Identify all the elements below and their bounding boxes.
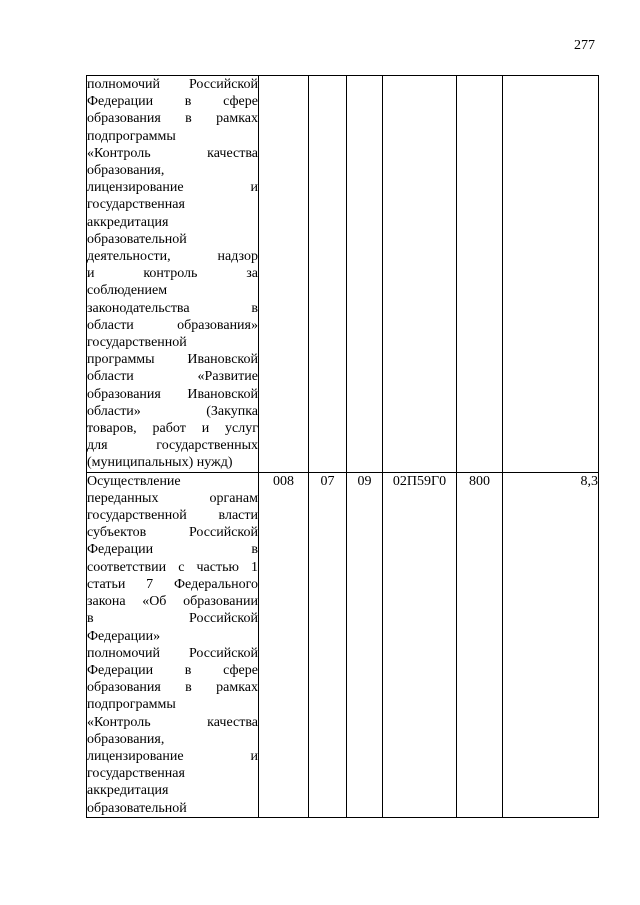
description-line: государственная bbox=[87, 766, 185, 782]
description-line: субъектов Российской bbox=[87, 525, 258, 541]
description-line: образования, bbox=[87, 163, 165, 179]
subsection-code-cell bbox=[347, 76, 383, 473]
description-line: «Контроль качества bbox=[87, 145, 258, 161]
subsection-code-cell: 09 bbox=[347, 472, 383, 817]
description-line: образования в рамках bbox=[87, 111, 258, 127]
amount-cell: 8,3 bbox=[503, 472, 599, 817]
description-line: Федерации в bbox=[87, 542, 258, 558]
description-line: образования, bbox=[87, 731, 165, 747]
description-line: деятельности, надзор bbox=[87, 249, 258, 265]
description-line: образовательной bbox=[87, 800, 187, 816]
description-line: области» (Закупка bbox=[87, 403, 258, 419]
description-line: (муниципальных) нужд) bbox=[87, 455, 233, 471]
description-line: полномочий Российской bbox=[87, 77, 258, 92]
description-line: подпрограммы bbox=[87, 697, 176, 713]
description-line: соблюдением bbox=[87, 283, 168, 299]
description-line: государственной власти bbox=[87, 508, 258, 524]
description-line: образования в рамках bbox=[87, 680, 258, 696]
agency-code-cell bbox=[259, 76, 309, 473]
description-line: в Российской bbox=[87, 611, 258, 627]
description-line: законодательства в bbox=[87, 300, 258, 316]
table-row bbox=[87, 76, 599, 473]
description-line: статьи 7 Федерального bbox=[87, 576, 258, 592]
section-code-cell: 07 bbox=[309, 472, 347, 817]
amount-cell bbox=[503, 76, 599, 473]
description-line: аккредитация bbox=[87, 214, 169, 230]
description-line: государственная bbox=[87, 197, 185, 213]
description-cell bbox=[87, 76, 259, 473]
description-line: для государственных bbox=[87, 438, 258, 454]
description-line: программы Ивановской bbox=[87, 352, 258, 368]
description-line: Осуществление bbox=[87, 473, 181, 489]
description-line: Федерации в сфере bbox=[87, 94, 258, 110]
description-line: Федерации в сфере bbox=[87, 662, 258, 678]
description-line: области образования» bbox=[87, 317, 258, 333]
page-number: 277 bbox=[574, 38, 595, 53]
table-row bbox=[87, 472, 599, 817]
description-line: полномочий Российской bbox=[87, 645, 258, 661]
description-line: и контроль за bbox=[87, 266, 258, 282]
target-item-cell bbox=[383, 76, 457, 473]
expense-type-cell: 800 bbox=[457, 472, 503, 817]
table-body bbox=[87, 76, 599, 818]
agency-code-cell: 008 bbox=[259, 472, 309, 817]
description-line: области «Развитие bbox=[87, 369, 258, 385]
description-line: лицензирование и bbox=[87, 748, 258, 764]
description-line: Федерации» bbox=[87, 628, 161, 644]
description-line: закона «Об образовании bbox=[87, 594, 258, 610]
section-code-cell bbox=[309, 76, 347, 473]
target-item-cell: 02П59Г0 bbox=[383, 472, 457, 817]
description-line: подпрограммы bbox=[87, 128, 176, 144]
description-line: «Контроль качества bbox=[87, 714, 258, 730]
description-line: переданных органам bbox=[87, 490, 258, 506]
expense-type-cell bbox=[457, 76, 503, 473]
description-line: соответствии с частью 1 bbox=[87, 559, 258, 575]
budget-table bbox=[86, 75, 599, 818]
description-line: аккредитация bbox=[87, 783, 169, 799]
description-line: государственной bbox=[87, 335, 187, 351]
description-line: образования Ивановской bbox=[87, 386, 258, 402]
description-cell bbox=[87, 472, 259, 817]
description-line: лицензирование и bbox=[87, 180, 258, 196]
description-line: товаров, работ и услуг bbox=[87, 421, 258, 437]
description-line: образовательной bbox=[87, 231, 187, 247]
